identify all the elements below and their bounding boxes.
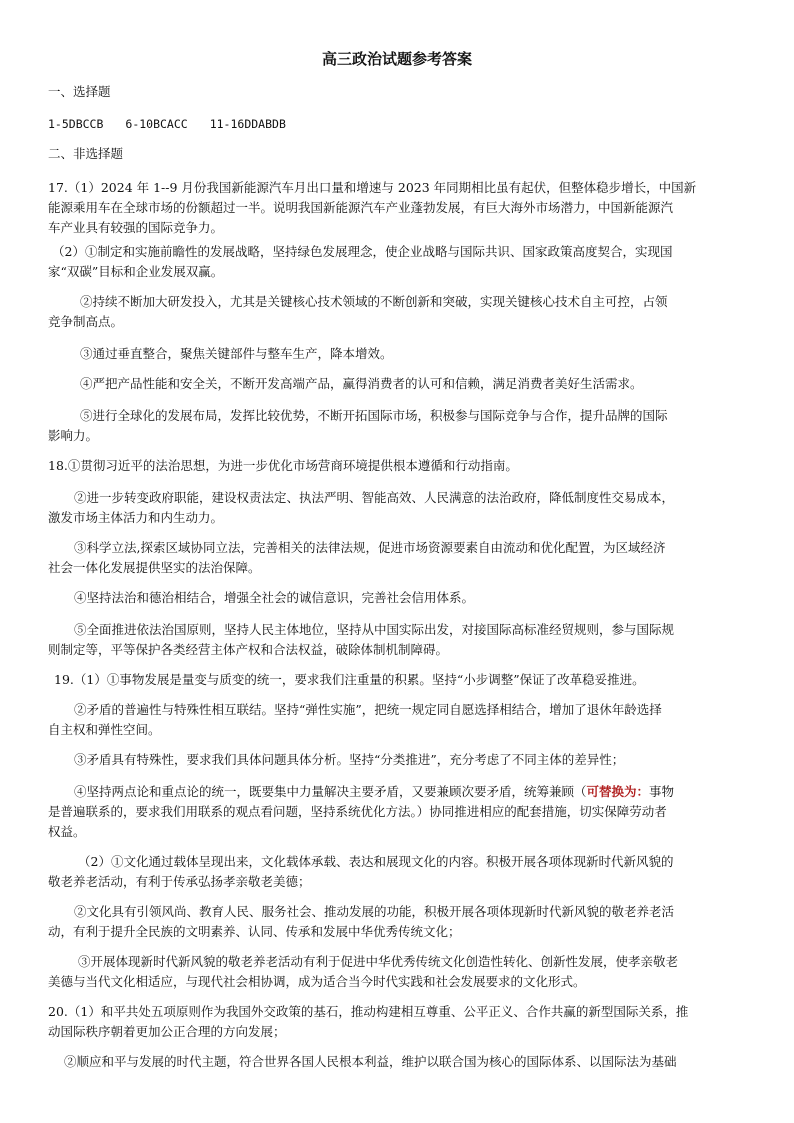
choice-answers [48,114,756,134]
q17-text: 能源乘用车在全球市场的份额超过一半。说明我国新能源汽车产业蓬勃发展，有巨大海外市场潜力，中国新能源汽 [48,200,674,215]
alternative-note-label: 可替换为： [586,784,650,799]
page-title: 高三政治试题参考答案 [321,50,472,68]
q19-text: 敬老养老活动，有利于传承弘扬孝亲敬老美德； [48,874,311,889]
q19-text [74,782,782,802]
choice-answer-group: 11-16DDABDB [209,117,286,131]
q17-text: 车产业具有较强的国际竞争力。 [48,220,224,235]
q17-text: ④严把产品性能和安全关，不断开发高端产品，赢得消费者的认可和信赖，满足消费者美好生活需求。 [80,376,643,391]
q17-text: ⑤进行全球化的发展布局，发挥比较优势，不断开拓国际市场，积极参与国际竞争与合作，提升品牌的国际 [80,408,668,423]
q19-text: 19.（1）①事物发展是量变与质变的统一，要求我们注重量的积累。坚持“小步调整”保证了改革稳妥推进。 [54,672,645,687]
q19-text: 美德与当代文化相适应，与现代社会相协调，成为适合当今时代实践和社会发展要求的文化形式。 [48,974,586,989]
choice-answer-group: 6-10BCACC [125,117,188,131]
q18-text: 激发市场主体活力和内生动力。 [48,510,224,525]
q19-text: ②矛盾的普遍性与特殊性相互联结。坚持“弹性实施”，把统一规定同自愿选择相结合，增加了退休年龄选择 [74,702,662,717]
q18-text: ③科学立法,探索区域协同立法，完善相关的法律法规，促进市场资源要素自由流动和优化配置，为区域经济 [74,540,666,555]
q18-text: ④坚持法治和德治相结合，增强全社会的诚信意识，完善社会信用体系。 [74,590,475,605]
section-heading-nonchoice: 二、非选择题 [48,146,124,161]
q20-text: 20.（1）和平共处五项原则作为我国外交政策的基石，推动构建相互尊重、公平正义、合作共赢的新型国际关系，推 [48,1004,689,1019]
q20-text: 动国际秩序朝着更加公正合理的方向发展； [48,1024,286,1039]
section-heading-choice: 一、选择题 [48,84,111,99]
q19-text: 动，有利于提升全民族的文明素养、认同、传承和发展中华优秀传统文化； [48,924,461,939]
q19-text-segment: 事物 [649,784,675,799]
q17-text: ③通过垂直整合，聚焦关键部件与整车生产，降本增效。 [80,346,393,361]
q19-text-segment: ④坚持两点论和重点论的统一，既要集中力量解决主要矛盾，又要兼顾次要矛盾，统筹兼顾（ [74,784,587,799]
q20-text: ②顺应和平与发展的时代主题，符合世界各国人民根本利益，维护以联合国为核心的国际体系、以国际法为基础 [64,1054,677,1069]
q18-text: 18.①贯彻习近平的法治思想，为进一步优化市场营商环境提供根本遵循和行动指南。 [48,458,518,473]
q17-text: （2）①制定和实施前瞻性的发展战略，坚持绿色发展理念，使企业战略与国际共识、国家政策高度契合，实现国 [52,244,673,259]
q19-text: ②文化具有引领风尚、教育人民、服务社会、推动发展的功能，积极开展各项体现新时代新风貌的敬老养老活 [74,904,675,919]
q19-text: 自主权和弹性空间。 [48,722,161,737]
q18-text: ⑤全面推进依法治国原则，坚持人民主体地位，坚持从中国实际出发，对接国际高标准经贸规则，参与国际规 [74,622,675,637]
q19-text: ③开展体现新时代新风貌的敬老养老活动有利于促进中华优秀传统文化创造性转化、创新性发展，使孝亲敬老 [78,954,679,969]
q18-text: 则制定等，平等保护各类经营主体产权和合法权益，破除体制机制障碍。 [48,642,449,657]
q19-text: （2）①文化通过载体呈现出来，文化载体承载、表达和展现文化的内容。积极开展各项体现新时代新风貌的 [78,854,674,869]
q17-text: ②持续不断加大研发投入，尤其是关键核心技术领域的不断创新和突破，实现关键核心技术自主可控，占领 [80,294,668,309]
q17-text: 影响力。 [48,428,99,443]
q17-text: 竞争制高点。 [48,314,124,329]
choice-answer-group: 1-5DBCCB [48,117,104,131]
q19-text: 权益。 [48,824,86,839]
q18-text: 社会一体化发展提供坚实的法治保障。 [48,560,261,575]
q18-text: ②进一步转变政府职能，建设权责法定、执法严明、智能高效、人民满意的法治政府，降低制度性交易成本， [74,490,675,505]
q19-text: ③矛盾具有特殊性，要求我们具体问题具体分析。坚持“分类推进”，充分考虑了不同主体的差异性； [74,752,625,767]
q17-text: 17.（1）2024 年 1--9 月份我国新能源汽车月出口量和增速与 2023 年同期相比虽有起伏，但整体稳步增长，中国新 [48,180,697,195]
q17-text: 家“双碳”目标和企业发展双赢。 [48,264,224,279]
q19-text: 是普遍联系的，要求我们用联系的观点看问题，坚持系统优化方法。）协同推进相应的配套措施，切实保障劳动者 [48,804,667,819]
